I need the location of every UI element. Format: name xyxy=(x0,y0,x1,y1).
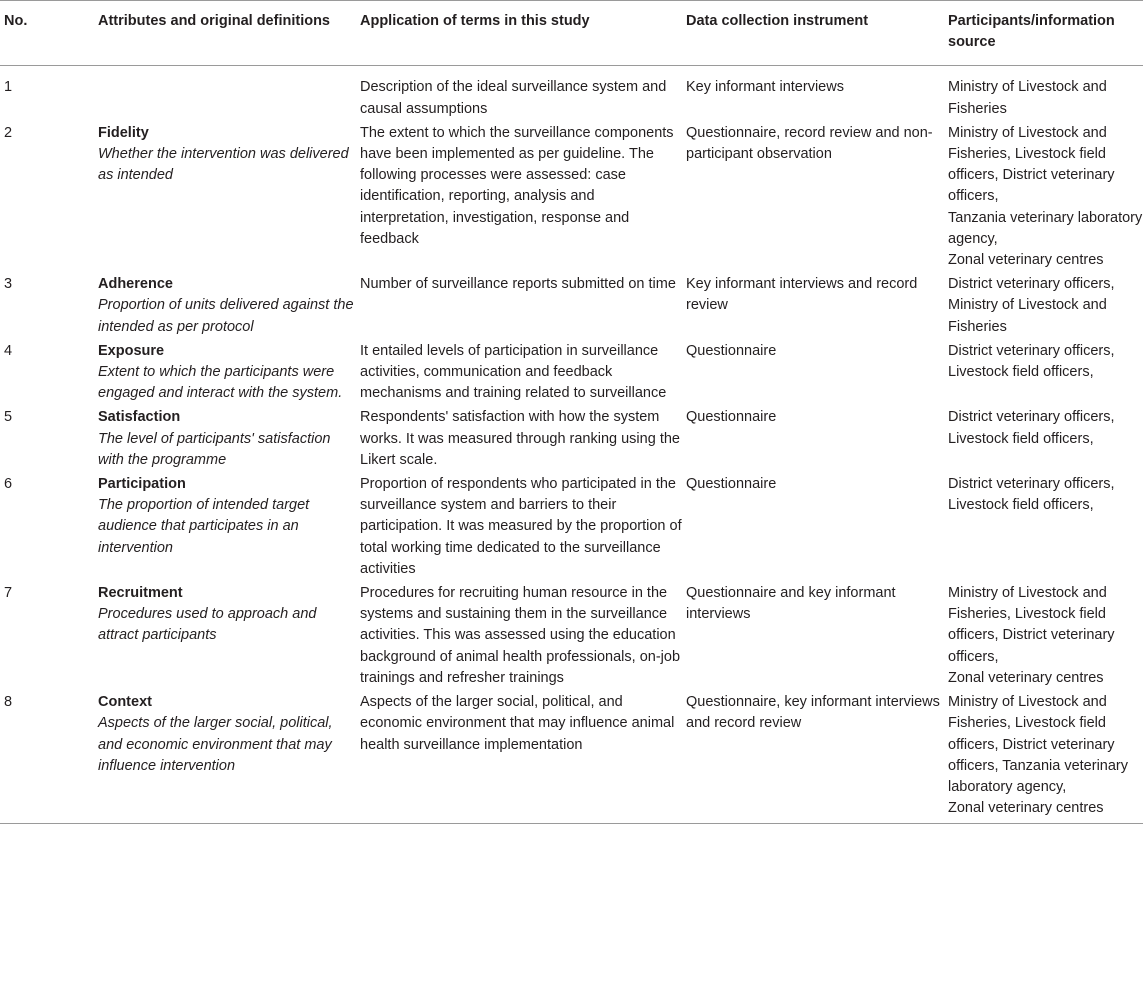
cell-no: 5 xyxy=(4,409,13,426)
attribute-name: Recruitment xyxy=(98,585,183,602)
source-line: Tanzania veterinary laboratory agency, xyxy=(948,209,1143,247)
cell-source xyxy=(948,123,1143,274)
source-line: Zonal veterinary centres xyxy=(948,252,1104,269)
cell-attribute xyxy=(98,692,360,824)
cell-source xyxy=(948,583,1143,692)
attribute-definition: The proportion of intended target audience that participates in an intervention xyxy=(98,497,310,556)
cell-no: 4 xyxy=(4,342,13,359)
table-row xyxy=(0,66,1143,123)
cell-application: Aspects of the larger social, political, and economic environment that may influence animal health surveillance implementation xyxy=(360,692,686,824)
table-row xyxy=(0,274,1143,341)
header-application: Application of terms in this study xyxy=(360,1,686,66)
attribute-definition: Extent to which the participants were engaged and interact with the system. xyxy=(98,364,343,402)
cell-instrument: Questionnaire xyxy=(686,342,777,359)
cell-no: 8 xyxy=(0,692,98,824)
table-row xyxy=(0,341,1143,408)
cell-attribute xyxy=(98,341,360,408)
header-attributes: Attributes and original definitions xyxy=(98,1,360,66)
cell-source xyxy=(948,341,1143,408)
cell-application: It entailed levels of participation in surveillance activities, communication and feedback mechanisms and training related to surveillance xyxy=(360,342,667,402)
source-line: Ministry of Livestock and Fisheries, Livestock field officers, District veterinary officers, xyxy=(948,124,1115,205)
source-line: Zonal veterinary centres xyxy=(948,669,1104,686)
cell-instrument: Questionnaire, record review and non-participant observation xyxy=(686,124,933,163)
cell-source xyxy=(948,692,1143,824)
cell-attribute xyxy=(98,66,360,123)
table-row xyxy=(0,123,1143,274)
cell-no: 1 xyxy=(4,79,13,96)
cell-application: Proportion of respondents who participated in the surveillance system and barriers to their participation. It was measured by the proportion of total working time dedicated to the surveillance activities xyxy=(360,476,682,577)
table-row xyxy=(0,583,1143,692)
table-row xyxy=(0,692,1143,824)
cell-instrument: Questionnaire xyxy=(686,476,777,493)
attribute-definition: Aspects of the larger social, political, and economic environment that may influence intervention xyxy=(98,715,333,774)
attribute-definition: Procedures used to approach and attract participants xyxy=(98,606,317,644)
cell-application: Procedures for recruiting human resource in the systems and sustaining them in the surveillance activities. This was assessed using the education background of animal health professionals, on-job trainings and refresher trainings xyxy=(360,585,681,686)
source-line: Ministry of Livestock and Fisheries, Livestock field officers, District veterinary officers, xyxy=(948,585,1115,665)
attribute-definition: Whether the intervention was delivered as intended xyxy=(98,146,349,184)
cell-source xyxy=(948,66,1143,123)
cell-instrument: Key informant interviews and record review xyxy=(686,276,918,314)
attribute-name: Context xyxy=(98,694,152,711)
attribute-name: Participation xyxy=(98,476,186,493)
source-line: District veterinary officers, Livestock field officers, xyxy=(948,476,1115,514)
table-header xyxy=(0,1,1143,66)
header-instrument: Data collection instrument xyxy=(686,1,948,66)
cell-instrument: Questionnaire xyxy=(686,409,777,426)
cell-source xyxy=(948,407,1143,474)
cell-application: Number of surveillance reports submitted on time xyxy=(360,276,676,293)
attribute-name: Exposure xyxy=(98,342,165,359)
cell-source xyxy=(948,474,1143,583)
cell-application: Respondents' satisfaction with how the system works. It was measured through ranking using the Likert scale. xyxy=(360,409,680,468)
cell-no: 6 xyxy=(4,476,13,493)
table-body xyxy=(0,66,1143,824)
attribute-name: Satisfaction xyxy=(98,409,181,426)
cell-no: 2 xyxy=(4,124,13,141)
cell-instrument: Questionnaire, key informant interviews and record review xyxy=(686,692,948,824)
cell-no: 7 xyxy=(4,585,13,602)
source-line: Ministry of Livestock and Fisheries, Livestock field officers, District veterinary officers, Tanzania veterinary laboratory agency, xyxy=(948,694,1129,795)
source-line: District veterinary officers, Ministry of Livestock and Fisheries xyxy=(948,276,1115,335)
cell-attribute xyxy=(98,474,360,583)
attribute-name: Adherence xyxy=(98,276,173,293)
table-row xyxy=(0,474,1143,583)
header-source: Participants/information source xyxy=(948,1,1143,66)
source-line: District veterinary officers, Livestock field officers, xyxy=(948,409,1115,447)
cell-application: Description of the ideal surveillance system and causal assumptions xyxy=(360,79,667,117)
cell-source xyxy=(948,274,1143,341)
source-line: Zonal veterinary centres xyxy=(948,800,1104,817)
cell-application: The extent to which the surveillance components have been implemented as per guideline. The following processes were assessed: case identification, reporting, analysis and interpretation, investigation, response and feedback xyxy=(360,124,674,247)
cell-attribute xyxy=(98,583,360,692)
cell-attribute xyxy=(98,407,360,474)
header-row xyxy=(0,1,1143,66)
cell-attribute xyxy=(98,123,360,274)
attribute-name: Fidelity xyxy=(98,124,149,141)
source-line: Ministry of Livestock and Fisheries xyxy=(948,79,1107,117)
cell-instrument: Key informant interviews xyxy=(686,79,844,96)
attribute-definition: Proportion of units delivered against the intended as per protocol xyxy=(98,297,354,335)
source-line: District veterinary officers, Livestock field officers, xyxy=(948,342,1115,381)
cell-no: 3 xyxy=(4,276,13,293)
header-no: No. xyxy=(0,1,98,66)
cell-instrument: Questionnaire and key informant interviews xyxy=(686,585,896,623)
cell-attribute xyxy=(98,274,360,341)
attribute-definition: The level of participants' satisfaction with the programme xyxy=(98,430,331,468)
table-row xyxy=(0,407,1143,474)
